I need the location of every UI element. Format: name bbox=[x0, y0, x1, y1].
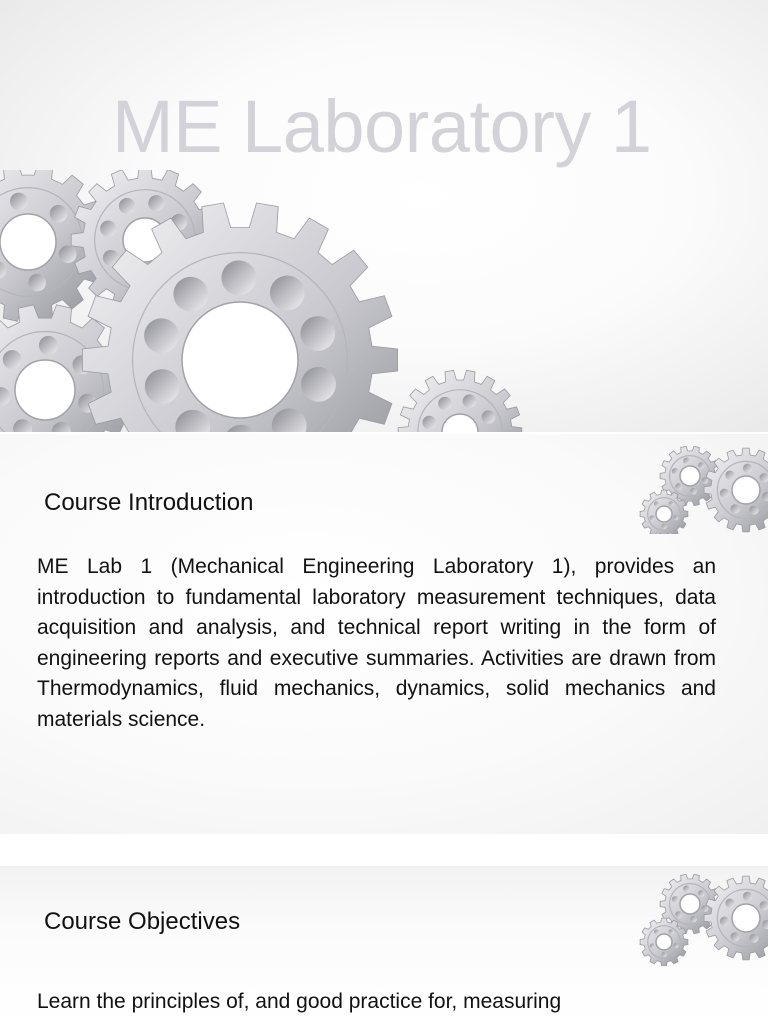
gear-hole bbox=[743, 464, 752, 473]
gear-hole bbox=[654, 501, 659, 506]
gear-hole bbox=[749, 934, 758, 943]
gear-hole bbox=[698, 462, 705, 469]
gear-hole bbox=[650, 515, 655, 520]
gear-hole bbox=[725, 899, 734, 908]
gear-hole bbox=[59, 246, 77, 264]
gear-hole bbox=[654, 929, 659, 934]
gear-hub bbox=[656, 506, 672, 522]
gear-hole bbox=[672, 468, 679, 475]
section-body-text: Learn the principles of, and good practice for, measuring bbox=[37, 990, 562, 1013]
gear-hole bbox=[743, 892, 752, 901]
gear-hole bbox=[731, 504, 740, 513]
gear-hole bbox=[669, 501, 674, 506]
gear-hole bbox=[725, 471, 734, 480]
gear-icon bbox=[398, 370, 522, 432]
gear-hole bbox=[662, 952, 667, 957]
gear-hole bbox=[720, 489, 729, 498]
gear-hole bbox=[683, 886, 690, 893]
gear-hub bbox=[0, 214, 56, 270]
gear-hole bbox=[10, 193, 28, 211]
course-objectives-slide bbox=[0, 866, 768, 1024]
gear-hub bbox=[15, 360, 75, 420]
gear-hub bbox=[680, 894, 700, 914]
gear-hole bbox=[438, 397, 452, 411]
gear-hole bbox=[698, 890, 705, 897]
gear-hole bbox=[173, 277, 208, 312]
gear-hub bbox=[680, 466, 700, 486]
gear-hole bbox=[690, 488, 697, 495]
gear-hole bbox=[673, 515, 678, 520]
gear-hole bbox=[39, 336, 58, 355]
section-heading: Course Introduction bbox=[44, 489, 254, 516]
gear-hole bbox=[702, 905, 709, 912]
gear-hub bbox=[732, 476, 760, 504]
gear-hole bbox=[221, 260, 256, 295]
gear-hub bbox=[656, 934, 672, 950]
gear-hole bbox=[119, 198, 135, 214]
gear-hole bbox=[482, 410, 496, 424]
gears-cluster-large bbox=[0, 170, 540, 432]
gear-hole bbox=[669, 929, 674, 934]
gear-hole bbox=[720, 917, 729, 926]
gear-hole bbox=[675, 483, 682, 490]
course-introduction-slide bbox=[0, 434, 768, 834]
gear-hole bbox=[650, 943, 655, 948]
gear-hole bbox=[702, 477, 709, 484]
gear-hole bbox=[28, 274, 46, 292]
gear-hole bbox=[662, 524, 667, 529]
gears-cluster-corner bbox=[628, 434, 768, 534]
gear-hole bbox=[148, 195, 164, 211]
gear-hole bbox=[3, 350, 22, 369]
gear-hole bbox=[690, 916, 697, 923]
gear-hole bbox=[749, 506, 758, 515]
gear-hole bbox=[100, 221, 116, 237]
presentation-title: ME Laboratory 1 bbox=[112, 85, 652, 168]
gear-icon bbox=[704, 876, 768, 960]
gear-hole bbox=[672, 896, 679, 903]
gear-icon bbox=[704, 448, 768, 532]
gear-hole bbox=[463, 394, 477, 408]
gear-hole bbox=[50, 205, 68, 223]
section-heading: Course Objectives bbox=[44, 908, 241, 935]
section-body-text: ME Lab 1 (Mechanical Engineering Laboratory 1), provides an introduction to fundamental laboratory measurement techniques, data acquisition and analysis, and technical report writing in the form of engineering reports and executive summaries. Activities are drawn from Thermodynamics, fluid mechanics, dynamics, solid mechanics and materials science. bbox=[37, 555, 716, 731]
gears-cluster-corner bbox=[628, 866, 768, 966]
gear-hole bbox=[673, 943, 678, 948]
gear-hole bbox=[270, 276, 305, 311]
gear-hub bbox=[732, 904, 760, 932]
gear-hole bbox=[145, 369, 180, 404]
gear-hole bbox=[144, 318, 179, 353]
title-slide bbox=[0, 0, 768, 432]
gear-hub bbox=[182, 302, 298, 418]
gear-hole bbox=[731, 932, 740, 941]
gear-hole bbox=[301, 367, 336, 402]
gear-hole bbox=[300, 316, 335, 351]
gear-hole bbox=[422, 416, 436, 430]
gear-hole bbox=[683, 458, 690, 465]
gear-hole bbox=[675, 911, 682, 918]
